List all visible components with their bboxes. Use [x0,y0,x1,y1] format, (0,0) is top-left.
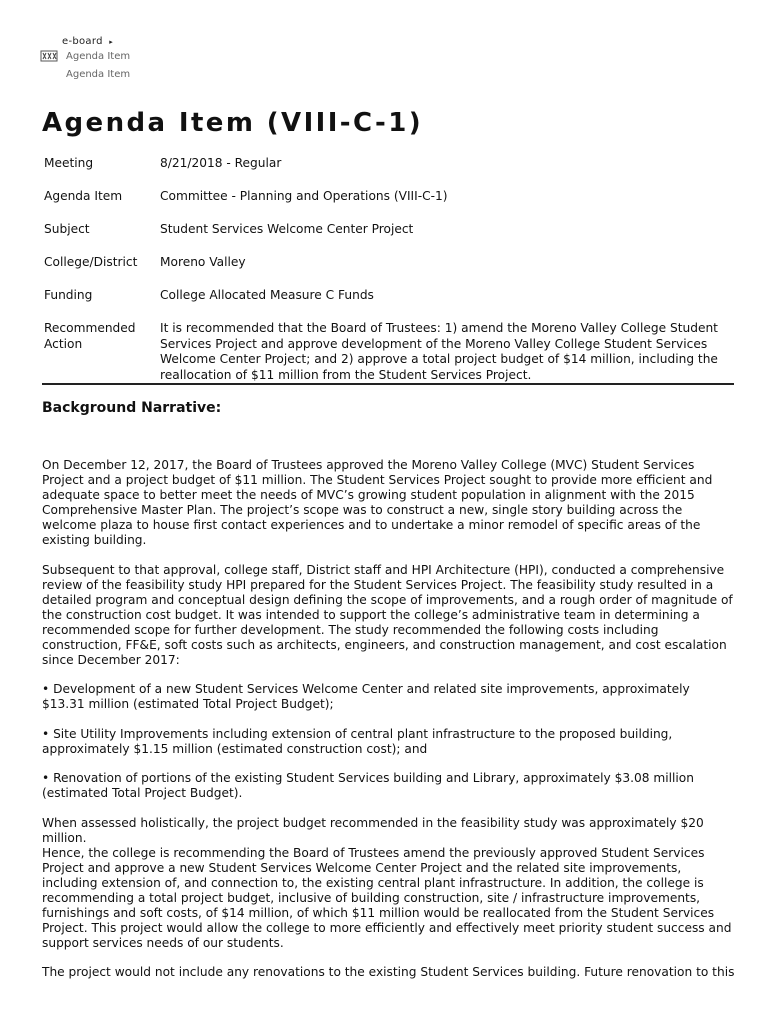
narrative-paragraph: Hence, the college is recommending the Board of Trustees amend the previously approved Student Services Project and approve a new Student Services Welcome Center Project and the related site improvements, including extension of, and connection to, the existing central plant infrastructure. In addition, the college is recommending a total project budget, inclusive of building construction, site / infrastructure improvements, furnishings and soft costs, of $14 million, of which $11 million would be reallocated from the Student Services Project. This project would allow the college to more efficiently and effectively meet priority student success and support services needs of our students. [42,845,732,950]
meta-value: Student Services Welcome Center Project [160,222,414,236]
breadcrumb [40,36,130,80]
breadcrumb-root[interactable] [62,36,130,47]
meta-value: 8/21/2018 - Regular [160,156,282,170]
meta-label: College/District [44,255,138,269]
meta-row-funding [44,288,734,304]
meta-label: Agenda Item [44,189,123,203]
meta-value: College Allocated Measure C Funds [160,288,374,302]
breadcrumb-level-1 [40,49,130,63]
narrative-bullet: • Development of a new Student Services Welcome Center and related site improvements, approximately $13.31 million (estimated Total Project Budget); [42,682,690,711]
eboard-logo-icon [40,49,58,63]
narrative-paragraph: On December 12, 2017, the Board of Trustees approved the Moreno Valley College (MVC) Student Services Project and a project budget of $11 million. The Student Services Project sought to provide more efficient and adequate space to better meet the needs of MVC’s growing student population in alignment with the 2015 Comprehensive Master Plan. The project’s scope was to construct a new, single story building across the welcome plaza to house first contact experiences and to undertake a minor remodel of specific areas of the existing building. [42,458,713,547]
narrative-body [42,458,736,995]
meta-row-meeting [44,156,734,172]
section-divider [42,383,734,385]
meta-row-recommended-action [44,321,734,383]
page-title: Agenda Item (VIII-C-1) [42,108,424,138]
narrative-bullet: • Renovation of portions of the existing Student Services building and Library, approximately $3.08 million (estimated Total Project Budget). [42,771,694,800]
meta-row-agenda-item [44,189,734,205]
meta-label: Recommended Action [44,321,136,351]
meta-row-subject [44,222,734,238]
breadcrumb-root-label[interactable]: e-board [62,36,103,47]
meta-table [44,156,734,383]
section-heading: Background Narrative: [42,400,222,416]
meta-value: Committee - Planning and Operations (VIII-C-1) [160,189,448,203]
breadcrumb-separator-icon: ▸ [109,38,114,46]
narrative-bullet: • Site Utility Improvements including extension of central plant infrastructure to the proposed building, approximately $1.15 million (estimated construction cost); and [42,726,673,756]
meta-row-college [44,255,734,271]
meta-label: Subject [44,222,90,236]
narrative-paragraph: The project would not include any renovations to the existing Student Services building. Future renovation to this [42,965,735,979]
meta-label: Meeting [44,156,94,170]
narrative-paragraph: When assessed holistically, the project budget recommended in the feasibility study was approximately $20 million. [42,815,704,845]
meta-value: It is recommended that the Board of Trustees: 1) amend the Moreno Valley College Student Services Project and approve development of the Moreno Valley College Student Services Welcome Center Project; and 2) approve a total project budget of $14 million, including the reallocation of $11 million from the Student Services Project. [160,321,718,382]
meta-label: Funding [44,288,93,302]
breadcrumb-item-agenda[interactable]: Agenda Item [66,50,131,62]
breadcrumb-item-current: Agenda Item [66,69,131,80]
meta-value: Moreno Valley [160,255,246,269]
narrative-paragraph: Subsequent to that approval, college staff, District staff and HPI Architecture (HPI), conducted a comprehensive review of the feasibility study HPI prepared for the Student Services Project. The feasibility study resulted in a detailed program and conceptual design defining the scope of improvements, and a rough order of magnitude of the construction cost budget. It was intended to support the college’s administrative team in determining a recommended scope for further development. The study recommended the following costs including construction, FF&E, soft costs such as architects, engineers, and construction management, and cost escalation since December 2017: [42,562,733,667]
